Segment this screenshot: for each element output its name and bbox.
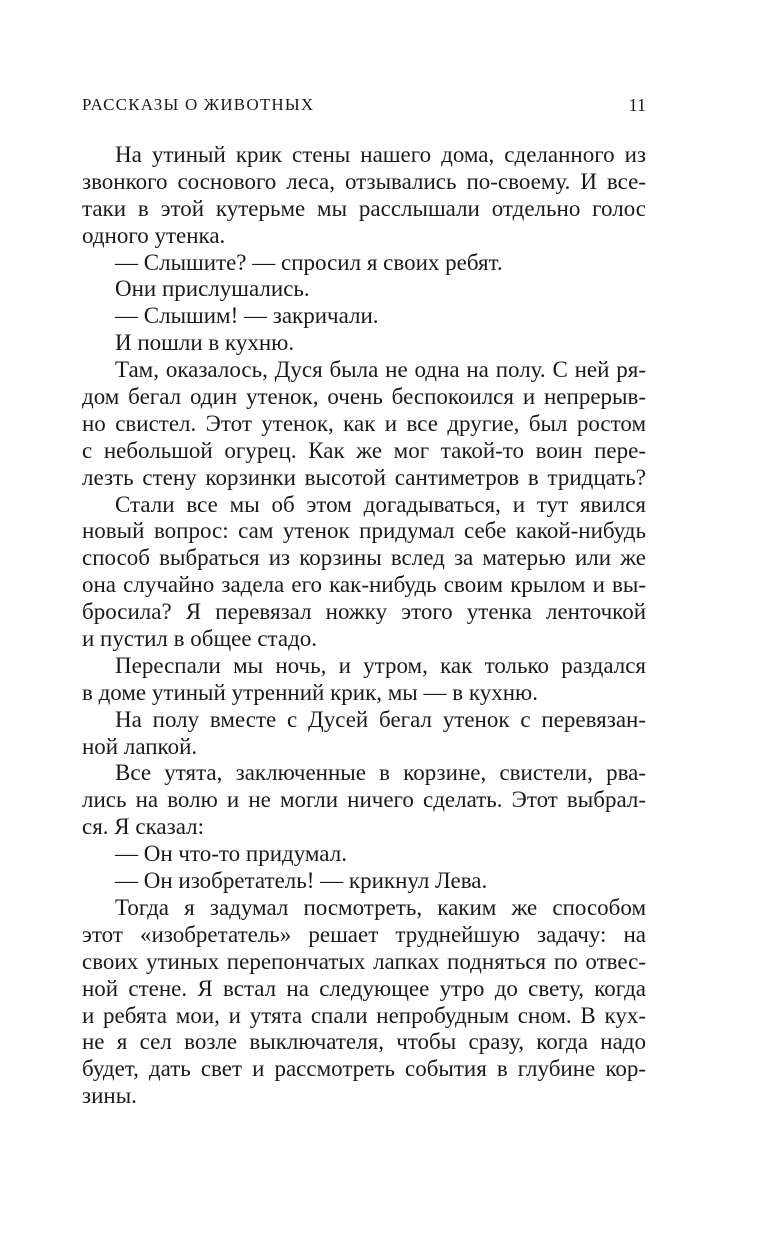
text-line: будет, дать свет и рассмотреть события в глубине кор- [82,1056,646,1082]
text-line: лись на волю и не могли ничего сделать. Этот выбрал- [82,787,646,813]
text-line: не я сел возле выключателя, чтобы сразу, когда надо [82,1029,646,1055]
text-line: — Слышите? — спросил я своих ребят. [115,249,503,275]
text-line: она случайно задела его как-нибудь своим крылом и вы- [82,572,646,598]
text-line: одного утенка. [82,222,226,248]
text-line: этот «изобретатель» решает труднейшую задачу: на [82,921,646,947]
body-text [82,142,646,1110]
text-line: таки в этой кутерьме мы расслышали отдельно голос [82,195,646,221]
running-head: РАССКАЗЫ О ЖИВОТНЫХ [82,95,315,114]
text-line: — Он изобретатель! — крикнул Лева. [115,868,488,894]
text-line: Там, оказалось, Дуся была не одна на полу. С ней ря- [115,357,646,383]
text-line: На полу вместе с Дусей бегал утенок с перевязан- [115,706,646,732]
text-line: — Он что-то придумал. [115,841,347,867]
text-line: — Слышим! — закричали. [115,303,379,329]
text-line: и ребята мои, и утята спали непробудным сном. В кух- [82,1002,646,1028]
text-line: ся. Я сказал: [82,814,204,840]
text-line: в доме утиный утренний крик, мы — в кухню. [82,679,538,705]
text-line: с небольшой огурец. Как же мог такой-то воин пере- [82,437,646,463]
text-line: дом бегал один утенок, очень беспокоился и непрерыв- [82,384,646,410]
text-line: ной лапкой. [82,733,198,759]
text-line: своих утиных перепончатых лапках подняться по отвес- [82,948,646,974]
text-line: способ выбраться из корзины вслед за матерью или же [82,545,646,571]
text-line: и пустил в общее стадо. [82,626,318,652]
text-line: бросила? Я перевязал ножку этого утенка ленточкой [82,599,646,625]
text-line: Переспали мы ночь, и утром, как только раздался [115,652,646,678]
text-line: лезть стену корзинки высотой сантиметров в тридцать? [82,464,646,490]
text-line: новый вопрос: сам утенок придумал себе какой-нибудь [82,518,646,544]
text-line: звонкого соснового леса, отзывались по-своему. И все- [82,168,646,194]
text-line: Они прислушались. [115,276,310,302]
text-line: ной стене. Я встал на следующее утро до свету, когда [82,975,646,1001]
page-number: 11 [628,95,646,115]
text-line: И пошли в кухню. [115,330,295,356]
text-line: но свистел. Этот утенок, как и все другие, был ростом [82,410,646,436]
text-line: Все утята, заключенные в корзине, свистели, рва- [115,760,646,786]
text-line: зины. [82,1083,137,1109]
text-line: Стали все мы об этом догадываться, и тут явился [115,491,646,517]
text-line: На утиный крик стены нашего дома, сделанного из [115,142,646,167]
text-line: Тогда я задумал посмотреть, каким же способом [115,894,646,920]
